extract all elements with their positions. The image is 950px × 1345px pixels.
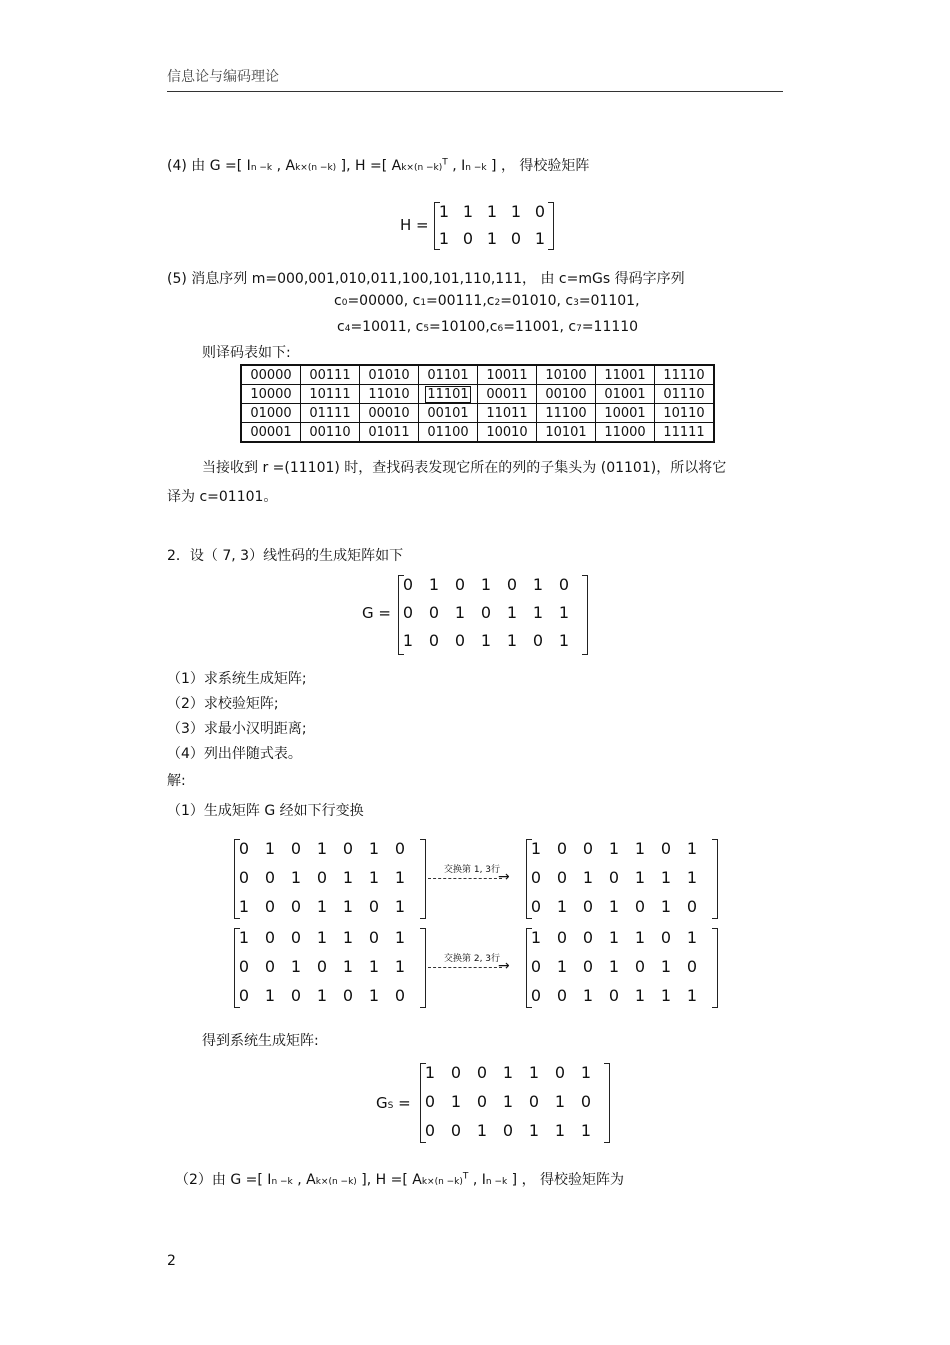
gs-matrix-label: GS =	[376, 1094, 411, 1112]
table-row	[241, 423, 714, 443]
matrix-entry: 1	[582, 986, 594, 1005]
matrix-entry: 0	[660, 928, 672, 947]
matrix-entry: 1	[534, 229, 546, 248]
matrix-right-bracket	[712, 928, 718, 1008]
table-row	[241, 365, 714, 385]
matrix-entry: 1	[558, 631, 570, 650]
matrix-right-bracket	[604, 1063, 610, 1143]
step4-formula	[167, 155, 589, 175]
header-rule	[167, 91, 783, 92]
matrix-entry: 1	[394, 928, 406, 947]
matrix-entry: 0	[510, 229, 522, 248]
formula-sub: n −k	[485, 1177, 508, 1187]
matrix-right-bracket	[548, 202, 554, 250]
matrix-entry: 0	[528, 1092, 540, 1111]
matrix-entry: 0	[454, 631, 466, 650]
table-cell: 01111	[301, 404, 360, 423]
matrix-entry: 0	[424, 1121, 436, 1140]
table-cell	[419, 385, 478, 404]
matrix-entry: 1	[394, 868, 406, 887]
matrix-entry: 0	[558, 575, 570, 594]
formula-sub: k×(n −k)	[421, 1177, 463, 1187]
matrix-entry: 0	[290, 897, 302, 916]
matrix-entry: 0	[264, 897, 276, 916]
matrix-entry: 0	[582, 928, 594, 947]
matrix-entry: 1	[554, 1121, 566, 1140]
table-cell: 00100	[537, 385, 596, 404]
table-cell: 11001	[596, 365, 655, 385]
matrix-entry: 1	[506, 631, 518, 650]
matrix-entry: 0	[290, 928, 302, 947]
matrix-entry: 0	[608, 868, 620, 887]
matrix-entry: 0	[342, 986, 354, 1005]
matrix-entry: 1	[660, 897, 672, 916]
matrix-entry: 1	[528, 1063, 540, 1082]
transform1-arrow-label: 交换第 1, 3行	[444, 865, 501, 875]
matrix-entry: 0	[634, 897, 646, 916]
matrix-entry: 0	[634, 957, 646, 976]
matrix-entry: 1	[342, 897, 354, 916]
formula-text: , A	[292, 1172, 316, 1188]
matrix-entry: 0	[580, 1092, 592, 1111]
matrix-entry: 1	[342, 928, 354, 947]
matrix-entry: 1	[502, 1092, 514, 1111]
table-cell: 10000	[241, 385, 301, 404]
matrix-entry: 1	[634, 986, 646, 1005]
matrix-entry: 1	[264, 986, 276, 1005]
transform2-right-matrix	[526, 928, 718, 1008]
matrix-entry: 0	[502, 1121, 514, 1140]
matrix-entry: 1	[368, 986, 380, 1005]
matrix-entry: 1	[394, 897, 406, 916]
table-cell: 10010	[478, 423, 537, 443]
matrix-entry: 0	[342, 839, 354, 858]
matrix-entry: 0	[316, 957, 328, 976]
matrix-entry: 0	[660, 839, 672, 858]
table-cell: 00010	[360, 404, 419, 423]
formula-sub: k×(n −k)	[315, 1177, 357, 1187]
matrix-entry: 0	[428, 603, 440, 622]
formula-text: ] ， 得校验矩阵	[486, 158, 590, 174]
formula-text: ], H =[ A	[336, 158, 402, 174]
solution-step1: （1）生成矩阵 G 经如下行变换	[167, 803, 364, 819]
matrix-entry: 1	[480, 575, 492, 594]
table-cell: 11110	[655, 365, 715, 385]
matrix-entry: 0	[402, 575, 414, 594]
matrix-entry: 0	[582, 957, 594, 976]
matrix-entry: 1	[238, 897, 250, 916]
matrix-entry: 1	[502, 1063, 514, 1082]
matrix-entry: 1	[660, 986, 672, 1005]
running-header: 信息论与编码理论	[167, 69, 279, 85]
matrix-entry: 1	[342, 868, 354, 887]
matrix-entry: 1	[290, 957, 302, 976]
matrix-entry: 1	[342, 957, 354, 976]
decode-line2: 译为 c=01101。	[167, 489, 278, 505]
gs-matrix	[420, 1063, 610, 1143]
matrix-entry: 1	[264, 839, 276, 858]
table-cell: 00001	[241, 423, 301, 443]
decoding-table	[240, 364, 715, 443]
step2-formula	[175, 1169, 624, 1189]
matrix-entry: 1	[660, 957, 672, 976]
matrix-entry: 1	[450, 1092, 462, 1111]
formula-text: (4) 由 G =[ I	[167, 158, 251, 174]
matrix-entry: 0	[238, 986, 250, 1005]
question-item-4: （4）列出伴随式表。	[167, 746, 302, 762]
formula-sub: n −k	[271, 1177, 293, 1187]
matrix-entry: 1	[316, 986, 328, 1005]
matrix-entry: 1	[424, 1063, 436, 1082]
matrix-entry: 0	[556, 839, 568, 858]
matrix-entry: 0	[556, 868, 568, 887]
table-row	[241, 385, 714, 404]
matrix-entry: 0	[686, 897, 698, 916]
formula-text: , I	[447, 158, 466, 174]
matrix-entry: 1	[510, 202, 522, 221]
matrix-entry: 1	[480, 631, 492, 650]
transform1-left-matrix	[234, 839, 426, 919]
table-cell: 10111	[301, 385, 360, 404]
transform1-right-matrix	[526, 839, 718, 919]
transform2-arrow-label: 交换第 2, 3行	[444, 954, 501, 964]
matrix-entry: 1	[438, 229, 450, 248]
question-item-2: （2）求校验矩阵;	[167, 696, 279, 712]
table-cell: 00101	[419, 404, 478, 423]
matrix-entry: 1	[368, 957, 380, 976]
matrix-entry: 1	[686, 868, 698, 887]
matrix-entry: 1	[530, 928, 542, 947]
matrix-entry: 0	[530, 868, 542, 887]
matrix-entry: 1	[686, 986, 698, 1005]
matrix-entry: 1	[402, 631, 414, 650]
matrix-entry: 1	[290, 868, 302, 887]
matrix-entry: 1	[582, 868, 594, 887]
matrix-entry: 1	[428, 575, 440, 594]
matrix-entry: 0	[238, 839, 250, 858]
matrix-entry: 0	[582, 839, 594, 858]
table-cell: 11000	[596, 423, 655, 443]
step5-line3: c4=10011, c5=10100,c6=11001, c7=11110	[337, 319, 639, 335]
matrix-entry: 0	[450, 1063, 462, 1082]
step5-line2: c0=00000, c1=00111,c2=01010, c3=01101,	[334, 293, 640, 309]
table-cell: 01010	[360, 365, 419, 385]
table-cell: 10100	[537, 365, 596, 385]
matrix-entry: 1	[532, 575, 544, 594]
formula-sub: n −k	[250, 163, 273, 173]
table-cell: 00000	[241, 365, 301, 385]
table-cell: 10001	[596, 404, 655, 423]
table-cell: 11111	[655, 423, 715, 443]
matrix-right-bracket	[420, 928, 426, 1008]
solution-label: 解:	[167, 773, 186, 789]
matrix-entry: 1	[454, 603, 466, 622]
matrix-entry: 1	[316, 928, 328, 947]
matrix-entry: 0	[582, 897, 594, 916]
table-cell: 01110	[655, 385, 715, 404]
matrix-entry: 0	[554, 1063, 566, 1082]
matrix-entry: 1	[686, 839, 698, 858]
matrix-entry: 0	[530, 897, 542, 916]
matrix-entry: 1	[532, 603, 544, 622]
transform1-arrow	[428, 878, 502, 880]
matrix-entry: 0	[530, 986, 542, 1005]
matrix-entry: 1	[634, 839, 646, 858]
arrow-right-icon: →	[498, 869, 510, 885]
formula-sub: k×(n −k)	[401, 163, 443, 173]
table-row	[241, 404, 714, 423]
matrix-entry: 0	[480, 603, 492, 622]
matrix-entry: 1	[580, 1063, 592, 1082]
table-cell: 01101	[419, 365, 478, 385]
matrix-entry: 1	[608, 957, 620, 976]
formula-sup: T	[462, 1171, 469, 1182]
arrow-right-icon: →	[498, 958, 510, 974]
matrix-entry: 0	[556, 928, 568, 947]
matrix-entry: 0	[454, 575, 466, 594]
matrix-entry: 0	[476, 1063, 488, 1082]
g-matrix	[398, 575, 588, 655]
matrix-entry: 1	[556, 957, 568, 976]
codebook-intro: 则译码表如下:	[202, 345, 291, 361]
matrix-entry: 0	[368, 897, 380, 916]
formula-text: , A	[272, 158, 296, 174]
step5-line1: (5) 消息序列 m=000,001,010,011,100,101,110,111， 由 c=mGs 得码字序列	[167, 271, 685, 287]
matrix-right-bracket	[712, 839, 718, 919]
matrix-entry: 1	[394, 957, 406, 976]
matrix-entry: 1	[486, 202, 498, 221]
matrix-entry: 0	[476, 1092, 488, 1111]
matrix-entry: 0	[290, 839, 302, 858]
matrix-entry: 1	[462, 202, 474, 221]
matrix-entry: 1	[608, 839, 620, 858]
table-cell: 11011	[478, 404, 537, 423]
table-cell: 11100	[537, 404, 596, 423]
table-cell: 01001	[596, 385, 655, 404]
matrix-entry: 1	[316, 839, 328, 858]
matrix-entry: 0	[402, 603, 414, 622]
matrix-entry: 0	[534, 202, 546, 221]
question-item-1: （1）求系统生成矩阵;	[167, 671, 307, 687]
table-cell: 00011	[478, 385, 537, 404]
highlighted-codeword: 11101	[427, 386, 469, 402]
matrix-entry: 0	[394, 986, 406, 1005]
table-cell: 00111	[301, 365, 360, 385]
matrix-entry: 0	[686, 957, 698, 976]
formula-text: ] ， 得校验矩阵为	[507, 1172, 625, 1188]
table-cell: 01000	[241, 404, 301, 423]
matrix-entry: 1	[528, 1121, 540, 1140]
matrix-entry: 0	[290, 986, 302, 1005]
matrix-entry: 1	[506, 603, 518, 622]
matrix-entry: 1	[368, 839, 380, 858]
matrix-entry: 0	[424, 1092, 436, 1111]
page-number: 2	[167, 1253, 176, 1269]
matrix-right-bracket	[582, 575, 588, 655]
matrix-entry: 0	[532, 631, 544, 650]
formula-text: （2）由 G =[ I	[175, 1172, 272, 1188]
matrix-entry: 0	[428, 631, 440, 650]
table-cell: 00110	[301, 423, 360, 443]
table-cell: 10110	[655, 404, 715, 423]
table-cell: 01011	[360, 423, 419, 443]
table-cell: 10101	[537, 423, 596, 443]
matrix-right-bracket	[420, 839, 426, 919]
transform2-arrow	[428, 967, 502, 969]
matrix-entry: 1	[634, 928, 646, 947]
question-item-3: （3）求最小汉明距离;	[167, 721, 307, 737]
matrix-entry: 0	[264, 868, 276, 887]
matrix-entry: 0	[368, 928, 380, 947]
formula-sub: n −k	[465, 163, 487, 173]
h-matrix-label: H =	[400, 216, 429, 234]
matrix-entry: 0	[450, 1121, 462, 1140]
matrix-entry: 1	[486, 229, 498, 248]
gs-intro: 得到系统生成矩阵:	[202, 1033, 319, 1049]
h-matrix	[434, 202, 554, 250]
matrix-entry: 1	[438, 202, 450, 221]
table-cell: 11010	[360, 385, 419, 404]
matrix-entry: 1	[476, 1121, 488, 1140]
matrix-entry: 0	[238, 957, 250, 976]
matrix-entry: 1	[316, 897, 328, 916]
matrix-entry: 1	[608, 928, 620, 947]
matrix-entry: 1	[556, 897, 568, 916]
matrix-entry: 1	[634, 868, 646, 887]
matrix-entry: 1	[530, 839, 542, 858]
table-cell: 01100	[419, 423, 478, 443]
formula-sup: T	[442, 157, 448, 168]
matrix-entry: 0	[264, 957, 276, 976]
matrix-entry: 1	[238, 928, 250, 947]
matrix-entry: 1	[580, 1121, 592, 1140]
question-2-title: 2．设（ 7, 3）线性码的生成矩阵如下	[167, 548, 404, 564]
matrix-entry: 0	[238, 868, 250, 887]
formula-sub: k×(n −k)	[295, 163, 337, 173]
matrix-entry: 0	[316, 868, 328, 887]
matrix-entry: 0	[506, 575, 518, 594]
transform2-left-matrix	[234, 928, 426, 1008]
matrix-entry: 1	[558, 603, 570, 622]
matrix-entry: 0	[556, 986, 568, 1005]
matrix-entry: 1	[660, 868, 672, 887]
matrix-entry: 0	[530, 957, 542, 976]
matrix-entry: 0	[462, 229, 474, 248]
matrix-entry: 0	[264, 928, 276, 947]
matrix-entry: 1	[608, 897, 620, 916]
matrix-entry: 1	[686, 928, 698, 947]
formula-text: , I	[468, 1172, 486, 1188]
g-matrix-label: G =	[362, 604, 391, 622]
formula-text: ], H =[ A	[356, 1172, 422, 1188]
decode-line1: 当接收到 r =(11101) 时，查找码表发现它所在的列的子集头为 (01101)，所以将它	[202, 460, 727, 476]
matrix-entry: 0	[394, 839, 406, 858]
table-cell: 10011	[478, 365, 537, 385]
matrix-entry: 0	[608, 986, 620, 1005]
matrix-entry: 1	[368, 868, 380, 887]
matrix-entry: 1	[554, 1092, 566, 1111]
